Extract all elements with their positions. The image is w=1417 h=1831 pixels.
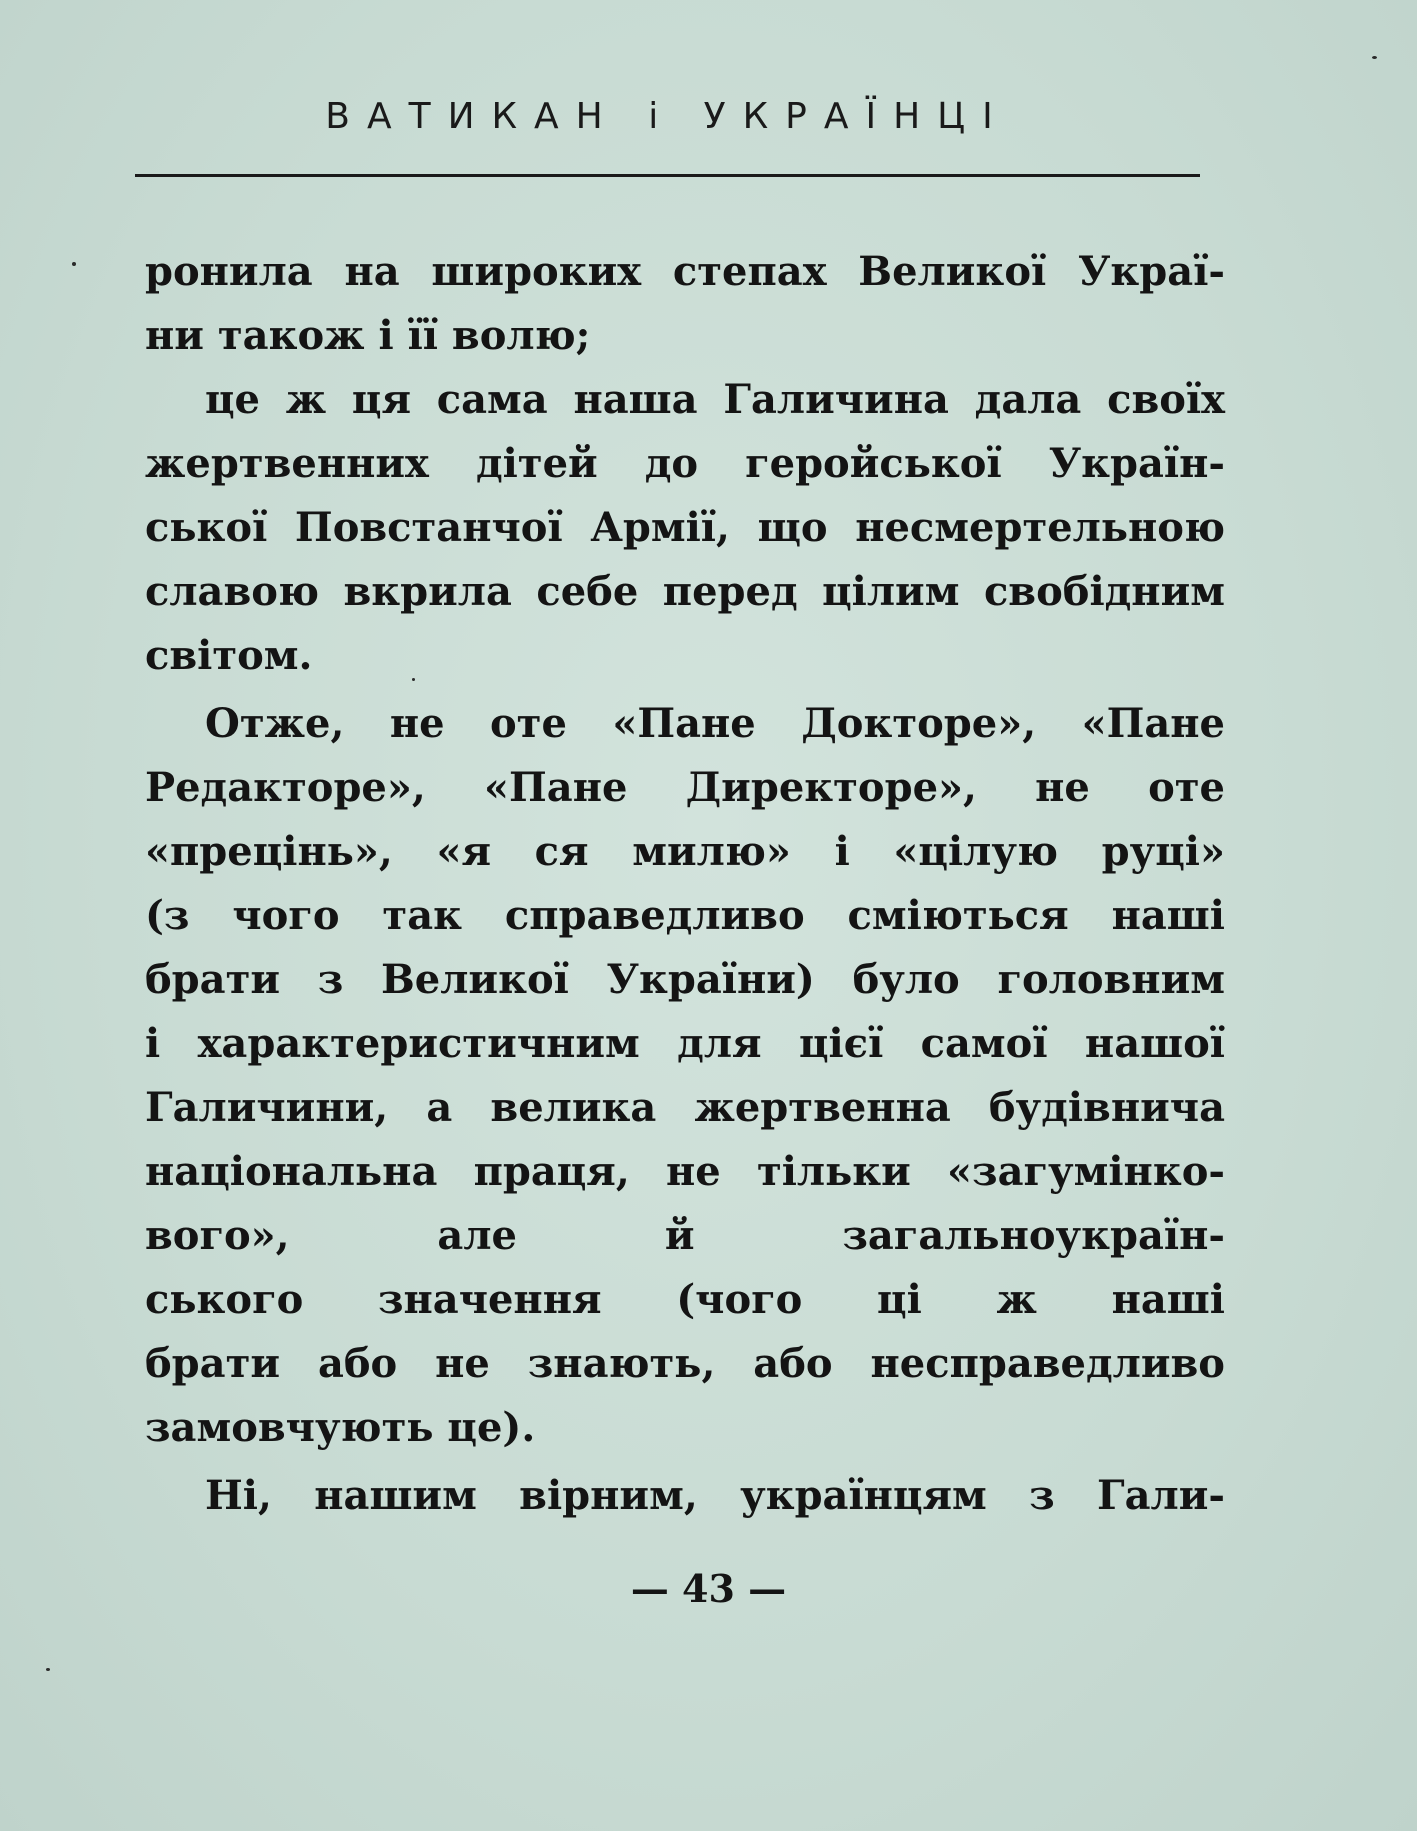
running-head: ВАТИКАН і УКРАЇНЦІ	[325, 96, 1010, 137]
paper-speck	[1372, 56, 1377, 59]
text-line: це ж ця сама наша Галичина дала своїх	[205, 376, 1225, 423]
header-rule	[135, 174, 1200, 177]
page-number: — 43 —	[630, 1566, 787, 1611]
text-line: ни також і її волю;	[145, 312, 591, 359]
text-line: (з чого так справедливо сміються наші	[145, 892, 1225, 939]
text-line: Редакторе», «Пане Директоре», не оте	[145, 764, 1225, 811]
text-line: Отже, не оте «Пане Докторе», «Пане	[205, 700, 1225, 747]
text-line: ського значення (чого ці ж наші	[145, 1276, 1225, 1323]
text-line: замовчують це).	[145, 1404, 536, 1451]
text-line: ронила на широких степах Великої Украї-	[145, 248, 1225, 295]
text-line: національна праця, не тільки «загумінко-	[145, 1148, 1225, 1195]
text-line: брати з Великої України) було головним	[145, 956, 1225, 1003]
text-line: «прецінь», «я ся милю» і «цілую руці»	[145, 828, 1225, 875]
text-line: Галичини, а велика жертвенна будівнича	[145, 1084, 1225, 1131]
text-line: Ні, нашим вірним, українцям з Гали-	[205, 1472, 1225, 1519]
text-line: славою вкрила себе перед цілим свобідним	[145, 568, 1225, 615]
text-line: жертвенних дітей до геройської Україн-	[145, 440, 1225, 487]
text-line: і характеристичним для цієї самої нашої	[145, 1020, 1225, 1067]
text-line: ської Повстанчої Армії, що несмертельною	[145, 504, 1225, 551]
paper-speck	[412, 678, 415, 681]
text-line: світом.	[145, 632, 313, 679]
paper-speck	[46, 1668, 50, 1671]
paper-speck	[72, 262, 76, 266]
text-line: вого», але й загальноукраїн-	[145, 1212, 1225, 1259]
text-line: брати або не знають, або несправедливо	[145, 1340, 1225, 1387]
